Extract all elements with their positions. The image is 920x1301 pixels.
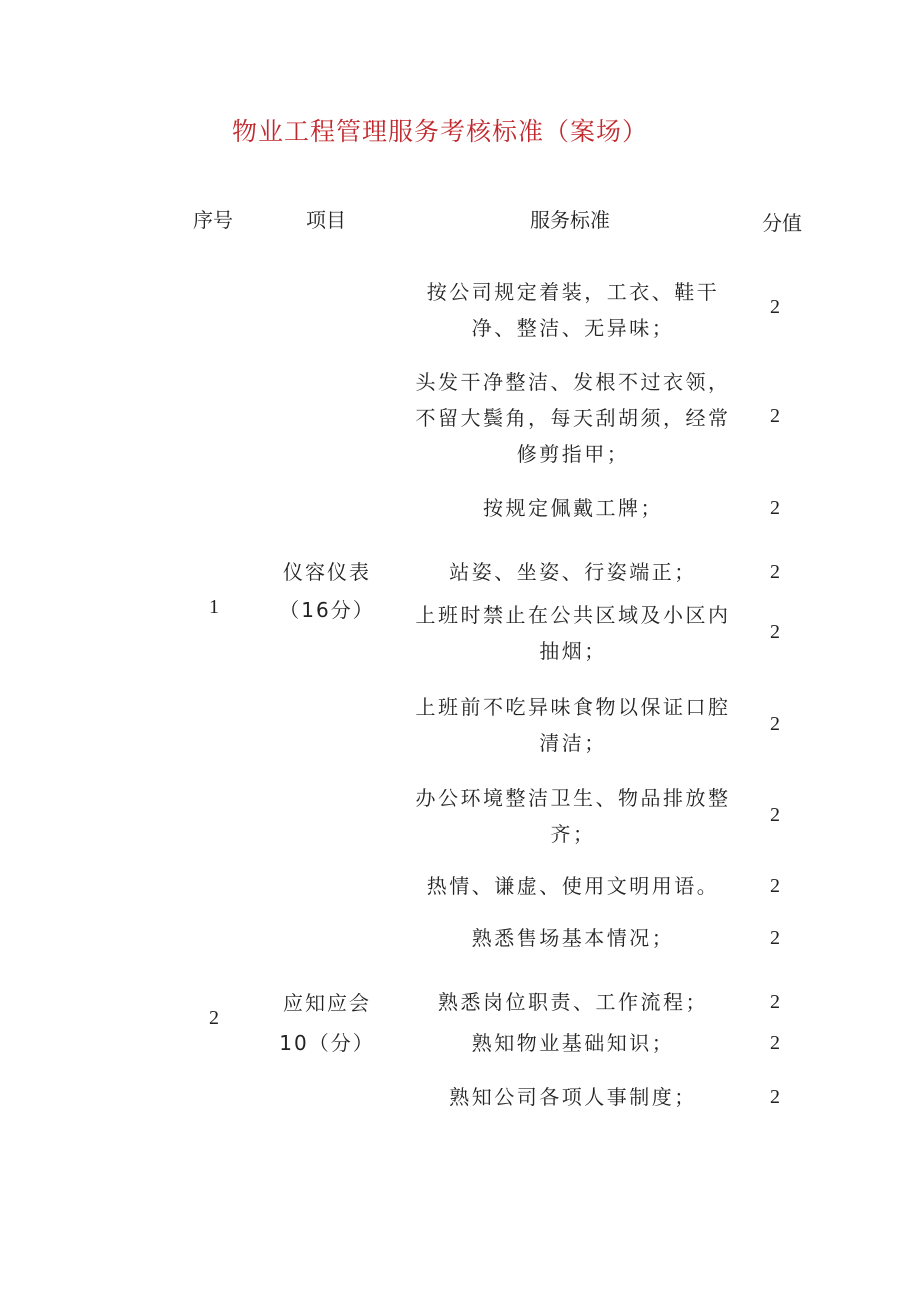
score-value: 2 [770, 561, 780, 583]
header-item: 项目 [306, 208, 346, 232]
score-value: 2 [770, 621, 780, 643]
score-value: 2 [770, 497, 780, 519]
score-value: 2 [770, 1032, 780, 1054]
standard-text: 热情、谦虚、使用文明用语。 [426, 874, 720, 898]
score-value: 2 [770, 405, 780, 427]
score-value: 2 [770, 804, 780, 826]
section-item-name: 仪容仪表 [283, 560, 371, 584]
standard-text: 熟知物业基础知识； [471, 1031, 675, 1055]
standard-text: 熟悉岗位职责、工作流程； [438, 990, 708, 1014]
standard-text: 办公环境整洁卫生、物品排放整齐； [415, 786, 731, 846]
score-value: 2 [770, 713, 780, 735]
standard-text: 按公司规定着装，工衣、鞋干净、整洁、无异味； [426, 280, 720, 340]
score-value: 2 [770, 875, 780, 897]
section-no: 1 [209, 596, 219, 618]
standard-text: 熟悉售场基本情况； [471, 926, 675, 950]
score-value: 2 [770, 927, 780, 949]
section-item-points: （16分） [279, 598, 375, 622]
document-title: 物业工程管理服务考核标准（案场） [231, 117, 648, 146]
score-value: 2 [770, 991, 780, 1013]
header-no: 序号 [193, 208, 233, 232]
section-item-name: 应知应会 [283, 991, 371, 1015]
standard-text: 上班时禁止在公共区域及小区内抽烟； [415, 603, 731, 663]
section-item-points: 10（分） [279, 1031, 375, 1055]
score-value: 2 [770, 296, 780, 318]
header-score: 分值 [762, 211, 802, 235]
standard-text: 按规定佩戴工牌； [483, 496, 663, 520]
header-standard: 服务标准 [530, 208, 610, 232]
section-no: 2 [209, 1007, 219, 1029]
standard-text: 熟知公司各项人事制度； [449, 1085, 697, 1109]
standard-text: 头发干净整洁、发根不过衣领，不留大鬓角，每天刮胡须，经常修剪指甲； [415, 370, 731, 466]
score-value: 2 [770, 1086, 780, 1108]
standard-text: 站姿、坐姿、行姿端正； [449, 560, 697, 584]
standard-text: 上班前不吃异味食物以保证口腔清洁； [415, 695, 731, 755]
